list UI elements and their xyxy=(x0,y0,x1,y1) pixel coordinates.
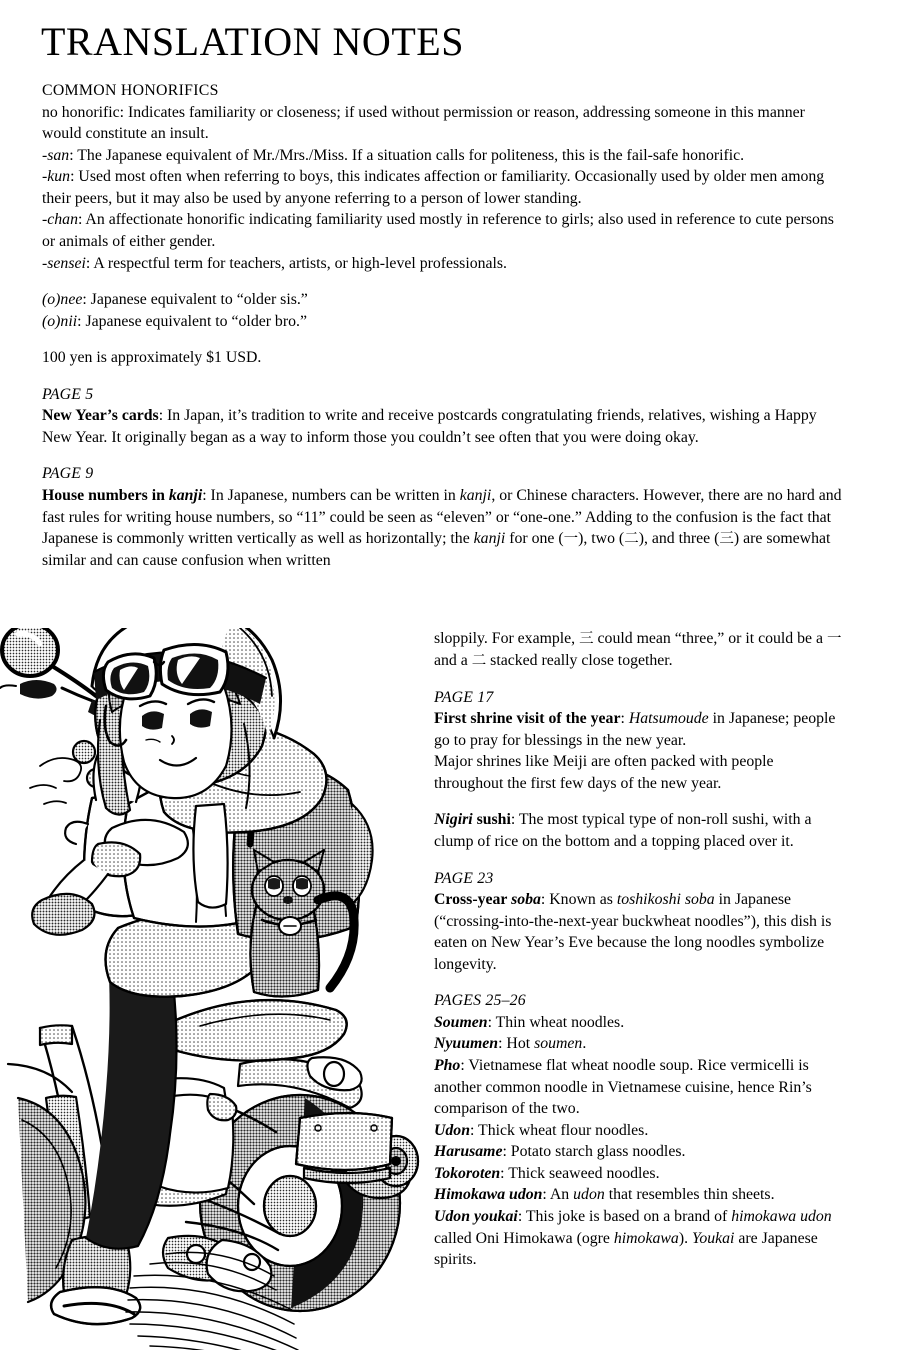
rider-arm-peace-sign xyxy=(32,750,188,935)
sibling-term: (o)nii xyxy=(42,312,78,330)
note-text: : In Japan, it’s tradition to write and receive postcards congratulating friends, relatives, wishing a Happy New Year. It originally began as a way to inform those you couldn’t see often that you were doing okay. xyxy=(42,407,817,446)
note-term: First shrine visit of the year xyxy=(434,710,621,728)
honorific-entry-san xyxy=(42,145,842,167)
right-text-column xyxy=(434,628,842,1271)
sibling-term: (o)nee xyxy=(42,291,83,309)
footpeg-linkage xyxy=(163,1236,271,1291)
honorific-text: : A respectful term for teachers, artists, or high-level professionals. xyxy=(85,254,507,272)
spacer xyxy=(42,448,842,463)
manga-illustration-girl-on-motorcycle xyxy=(0,628,430,1350)
honorific-term: no honorific xyxy=(42,103,120,121)
cont-text-2: could mean “three,” or it could be a xyxy=(593,630,827,647)
rider-leg xyxy=(86,955,177,1248)
page-label-9: PAGE 9 xyxy=(42,465,94,483)
noodle-entry-himokawa-udon xyxy=(434,1184,842,1206)
note-text-2: , or Chinese characters. However, there are no hard and fast rules for writing house numbers, so “11” could be seen as “eleven” or “one-one.” Adding to the confusion is the fact that Japanese is commonly written vertically as well as horizontally; the xyxy=(42,487,842,548)
note-text-1: : xyxy=(620,710,629,728)
kanji-three-glyph: 三 xyxy=(719,531,734,548)
exhaust-pipe xyxy=(346,1128,418,1198)
honorific-text: : Used most often when referring to boys, this indicates affection or familiarity. Occasionally used by older men among their peers, but it may also be used by anyone referring to a person of lower standing. xyxy=(42,168,825,207)
handlebar xyxy=(0,680,198,787)
honorific-term: -chan xyxy=(42,211,78,229)
noodle-entry-harusame xyxy=(434,1141,842,1163)
note-text-2: in Japanese; people go to pray for blessings in the new year. xyxy=(434,710,836,749)
page-title: TRANSLATION NOTES xyxy=(41,19,464,64)
page-label-25-26: PAGES 25–26 xyxy=(434,992,526,1010)
noodle-text: : Potato starch glass noodles. xyxy=(502,1143,686,1161)
kanji-one-glyph: 一 xyxy=(826,631,842,647)
honorific-entry-kun xyxy=(42,166,842,209)
noodle-entry-nyuumen xyxy=(434,1033,842,1055)
noodle-text-pre: : An xyxy=(542,1186,574,1204)
spacer xyxy=(42,369,842,384)
frame xyxy=(146,1088,280,1250)
engine-block xyxy=(118,1078,228,1206)
helmet xyxy=(92,628,281,746)
page-label-17: PAGE 17 xyxy=(434,688,494,706)
note-term-a: House numbers in xyxy=(42,487,169,504)
noodle-text-post: that resembles thin sheets. xyxy=(604,1186,775,1204)
cont-text-4: stacked really close together. xyxy=(486,651,673,669)
cat-plush xyxy=(250,850,354,997)
note-term-italic: Nigiri xyxy=(434,811,473,829)
noodle-italic-3: Youkai xyxy=(691,1229,735,1247)
noodle-term: Udon youkai xyxy=(434,1207,518,1225)
backpack xyxy=(233,746,372,940)
kanji-one-glyph: 一 xyxy=(563,531,579,548)
kanji-two-glyph: 二 xyxy=(624,531,639,548)
rear-wheel xyxy=(200,1095,400,1311)
note-cross-year-soba xyxy=(434,889,842,975)
note-term-b: kanji xyxy=(168,487,203,504)
rear-shock-spring xyxy=(118,1044,147,1111)
noodle-entry-soumen xyxy=(434,1012,842,1034)
note-first-shrine-visit xyxy=(434,708,842,751)
hair xyxy=(95,632,267,814)
noodle-term: Harusame xyxy=(434,1143,503,1161)
note-term-bold: sushi xyxy=(472,811,511,829)
note-house-numbers-continued xyxy=(434,628,842,672)
noodle-text-mid-2: ). xyxy=(678,1229,692,1247)
front-wheel-and-fork xyxy=(8,1025,111,1302)
noodle-text-mid: called Oni Himokawa (ogre xyxy=(434,1229,614,1247)
honorific-text: : The Japanese equivalent of Mr./Mrs./Miss. If a situation calls for politeness, this is the fail-safe honorific. xyxy=(69,146,745,164)
honorific-entry-chan xyxy=(42,209,842,252)
inline-italic-hatsumoude: Hatsumoude xyxy=(628,710,709,728)
note-house-numbers xyxy=(42,485,842,571)
license-plate xyxy=(296,1113,392,1183)
noodle-term: Pho xyxy=(434,1057,461,1074)
noodle-entry-udon-youkai xyxy=(434,1206,842,1271)
noodle-term: Soumen xyxy=(434,1013,488,1031)
noodle-text: : Thick wheat flour noodles. xyxy=(470,1121,649,1139)
note-text-4: ), two ( xyxy=(578,530,625,548)
noodle-term: Nyuumen xyxy=(434,1035,499,1053)
scarf xyxy=(159,725,326,908)
note-term-b: soba xyxy=(511,891,541,909)
speed-lines xyxy=(126,1252,300,1350)
seat xyxy=(166,1000,346,1061)
side-cover xyxy=(156,1094,237,1193)
inline-italic-kanji-2: kanji xyxy=(473,530,506,548)
note-term-a: Cross-year xyxy=(434,891,512,909)
noodle-italic-1: himokawa udon xyxy=(731,1207,832,1225)
honorific-text: : An affectionate honorific indicating familiarity used mostly in reference to girls; also used in reference to cute persons or animals of either gender. xyxy=(42,211,834,250)
note-text: : The most typical type of non-roll sushi, with a clump of rice on the bottom and a topping placed over it. xyxy=(434,811,812,850)
honorifics-heading: COMMON HONORIFICS xyxy=(42,82,219,99)
rider-jacket xyxy=(123,776,278,926)
spacer xyxy=(434,975,842,990)
motion-puff xyxy=(30,758,81,804)
note-first-shrine-visit-line2: Major shrines like Meiji are often packed with people throughout the first few days of the new year. xyxy=(434,753,774,792)
noodle-term: Udon xyxy=(434,1121,470,1139)
noodle-italic: udon xyxy=(573,1186,605,1204)
noodle-text-pre: : Hot xyxy=(498,1035,535,1053)
kanji-two-glyph: 二 xyxy=(471,652,487,669)
note-text-6: ) are somewhat similar and can cause confusion when written xyxy=(42,530,831,569)
noodle-text: : Vietnamese flat wheat noodle soup. Rice vermicelli is another common noodle in Vietnamese cuisine, hence Rin’s comparison of the two. xyxy=(434,1057,812,1118)
rearview-mirror xyxy=(2,628,96,696)
rider-thigh xyxy=(106,911,271,997)
noodle-text-post: . xyxy=(582,1035,587,1053)
noodle-term: Tokoroten xyxy=(434,1164,501,1182)
page-label-23: PAGE 23 xyxy=(434,869,494,887)
goggles xyxy=(103,644,228,698)
sibling-text: : Japanese equivalent to “older sis.” xyxy=(82,291,308,309)
note-nigiri-sushi xyxy=(434,809,842,852)
currency-note: 100 yen is approximately $1 USD. xyxy=(42,349,262,367)
noodle-entry-udon xyxy=(434,1120,842,1142)
noodle-entry-pho xyxy=(434,1055,842,1120)
sibling-entry-onii xyxy=(42,311,842,333)
note-new-years-cards xyxy=(42,405,842,448)
honorific-entry-no-honorific xyxy=(42,102,842,145)
honorific-text: : Indicates familiarity or closeness; if used without permission or reason, addressing someone in this manner would constitute an insult. xyxy=(42,103,805,143)
noodle-term: Himokawa udon xyxy=(434,1186,543,1204)
spacer xyxy=(434,853,842,868)
note-text-1: : In Japanese, numbers can be written in xyxy=(202,487,460,504)
honorific-term: -san xyxy=(42,146,70,164)
sibling-entry-onee xyxy=(42,289,842,311)
note-text-1: : Known as xyxy=(540,891,617,909)
main-text-column xyxy=(42,80,842,571)
noodle-text-pre: : This joke is based on a brand of xyxy=(517,1207,732,1225)
honorific-term: -sensei xyxy=(42,254,86,272)
note-term: New Year’s cards xyxy=(42,407,159,425)
kanji-three-glyph: 三 xyxy=(579,631,594,647)
spacer xyxy=(42,332,842,347)
honorific-entry-sensei xyxy=(42,253,842,275)
noodle-italic-2: himokawa xyxy=(613,1229,679,1247)
rider-boot xyxy=(51,1236,140,1324)
note-text-5: ), and three ( xyxy=(638,530,720,548)
sibling-text: : Japanese equivalent to “older bro.” xyxy=(77,312,307,330)
noodle-text: : Thin wheat noodles. xyxy=(487,1013,625,1031)
spacer xyxy=(434,672,842,687)
spacer xyxy=(434,794,842,809)
cont-text-3: and a xyxy=(434,651,472,669)
note-text-3: for one ( xyxy=(505,530,564,548)
inline-italic-toshikoshi: toshikoshi soba xyxy=(616,891,715,909)
noodle-text-post: are Japanese spirits. xyxy=(434,1229,818,1269)
page-label-5: PAGE 5 xyxy=(42,385,94,403)
face xyxy=(120,675,232,798)
inline-italic-kanji: kanji xyxy=(459,487,492,504)
noodle-entry-tokoroten xyxy=(434,1163,842,1185)
noodle-text: : Thick seaweed noodles. xyxy=(500,1164,660,1182)
spacer xyxy=(42,274,842,289)
rear-fender xyxy=(238,1057,362,1108)
honorific-term: -kun xyxy=(42,168,71,186)
note-text-2: in Japanese (“crossing-into-the-next-year buckwheat noodles”), this dish is eaten on New Year’s Eve because the long noodles symbolize longevity. xyxy=(434,891,832,973)
front-cowl xyxy=(84,795,156,916)
noodle-italic: soumen xyxy=(534,1035,583,1053)
cont-text-1: sloppily. For example, xyxy=(434,630,580,647)
